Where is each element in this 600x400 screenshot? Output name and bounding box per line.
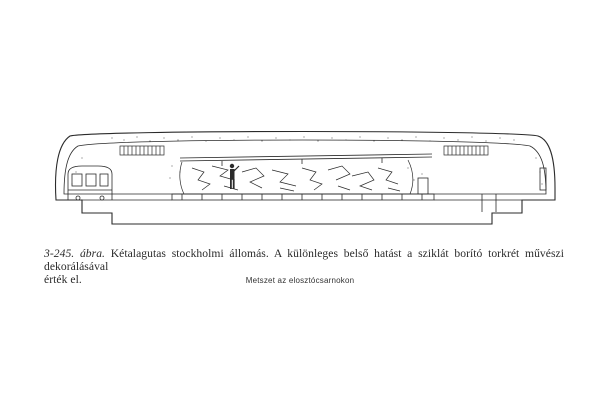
human-figure — [230, 164, 239, 189]
figure-subcaption: Metszet az elosztócsarnokon — [245, 276, 355, 285]
decorated-rock-wall — [180, 160, 413, 194]
central-ceiling-beam — [180, 154, 432, 166]
left-train — [68, 166, 112, 200]
platform — [56, 194, 555, 200]
caption-text-continued: érték el. — [44, 273, 82, 286]
right-ceiling-grille — [444, 146, 488, 155]
outer-rock-outline — [56, 132, 555, 225]
figure-label: ábra. — [79, 247, 106, 260]
right-tunnel-details — [418, 168, 546, 212]
shotcrete-stipple — [72, 137, 543, 185]
figure-number: 3-245. — [44, 247, 75, 260]
station-section-drawing — [52, 128, 557, 226]
left-ceiling-grille — [120, 146, 164, 155]
caption-text: Kétalagutas stockholmi állomás. A különleges belső hatást a sziklát borító torkrét művészi dekorálásával — [44, 247, 565, 273]
